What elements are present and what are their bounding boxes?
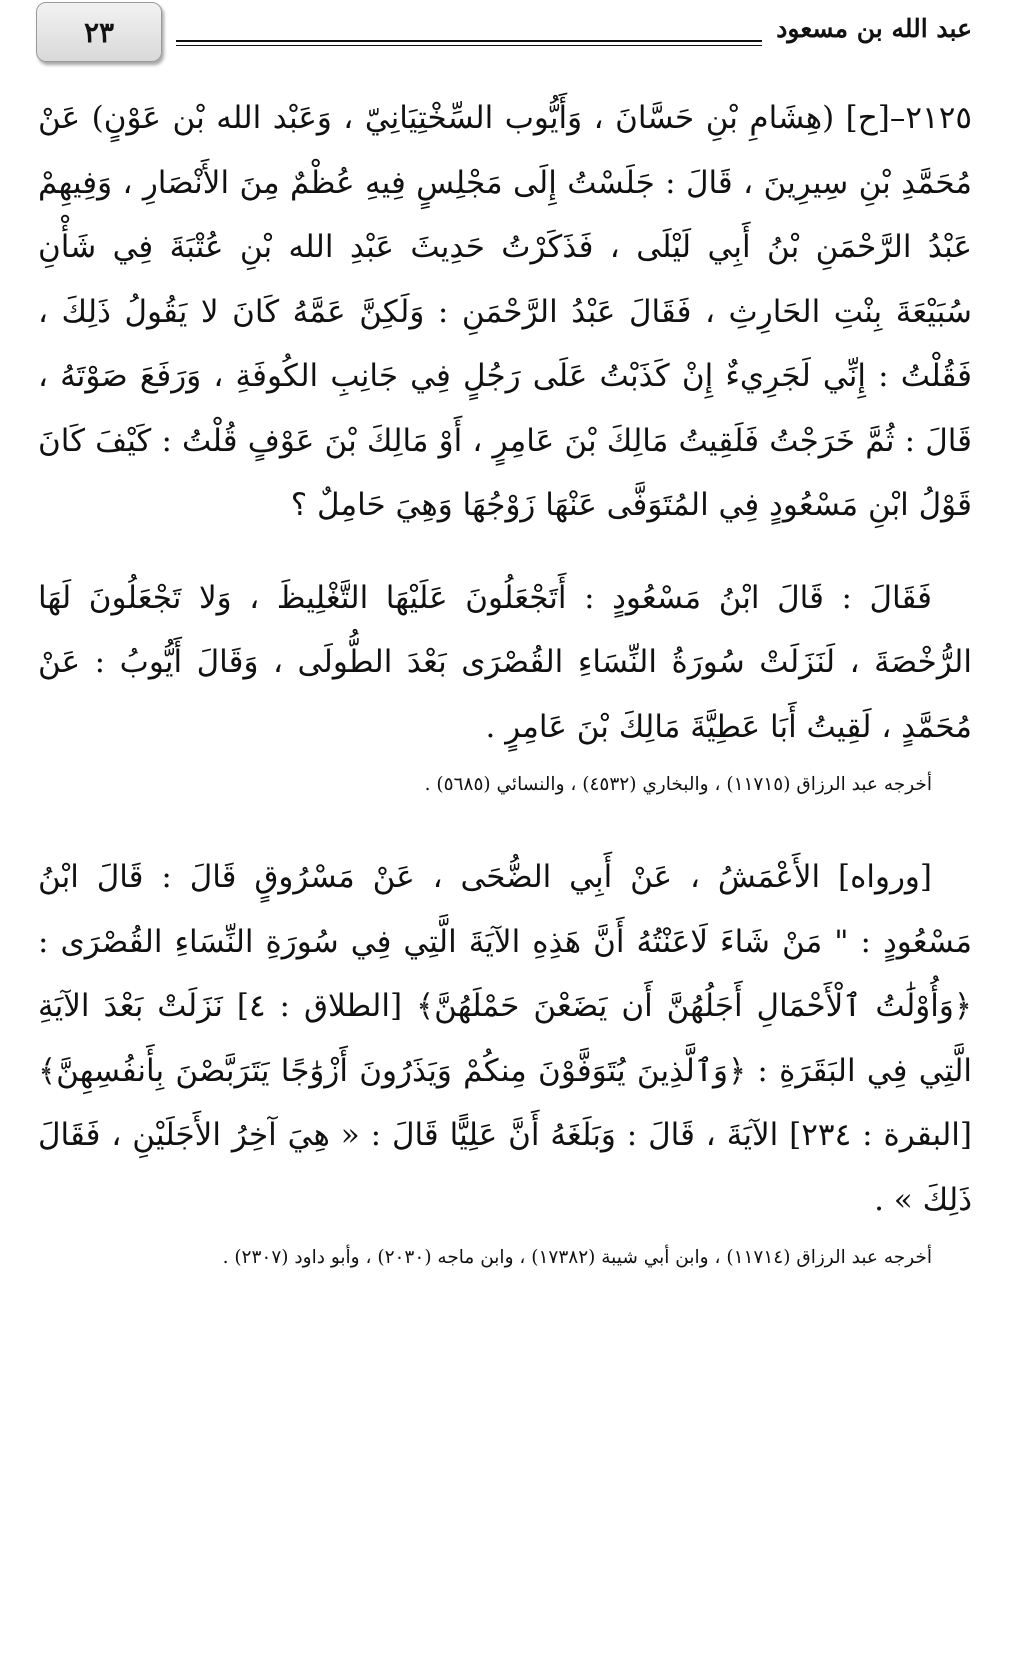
header-rule [176, 40, 762, 46]
hadith-paragraph: ٢١٢٥–[ح] (هِشَامِ بْنِ حَسَّانَ ، وَأَيُّوب السِّخْتِيَانِيّ ، وَعَبْد الله بْن عَوْنٍ) عَنْ مُحَمَّدِ بْنِ سِيرِينَ ، قَالَ : جَلَسْتُ إِلَى مَجْلِسٍ فِيهِ عُظْمٌ مِنَ الأَنْصَارِ ، وَفِيهِمْ عَبْدُ الرَّحْمَنِ بْنُ أَبِي لَيْلَى ، فَذَكَرْتُ حَدِيثَ عَبْدِ الله بْنِ عُتْبَةَ فِي شَأْنِ سُبَيْعَةَ بِنْتِ الحَارِثِ ، فَقَالَ عَبْدُ الرَّحْمَنِ : وَلَكِنَّ عَمَّهُ كَانَ لا يَقُولُ ذَلِكَ ، فَقُلْتُ : إِنِّي لَجَرِيءٌ إِنْ كَذَبْتُ عَلَى رَجُلٍ فِي جَانِبِ الكُوفَةِ ، وَرَفَعَ صَوْتَهُ ، قَالَ : ثُمَّ خَرَجْتُ فَلَقِيتُ مَالِكَ بْنَ عَامِرٍ ، أَوْ مَالِكَ بْنَ عَوْفٍ قُلْتُ : كَيْفَ كَانَ قَوْلُ ابْنِ مَسْعُودٍ فِي المُتَوَفَّى عَنْهَا زَوْجُهَا وَهِيَ حَامِلٌ ؟ [38, 100, 972, 523]
page-number: ٢٣ [83, 15, 115, 49]
page-number-tab [36, 2, 162, 62]
page-header [36, 2, 972, 64]
page-body [38, 86, 972, 1274]
hadith-paragraph: [ورواه] الأَعْمَشُ ، عَنْ أَبِي الضُّحَى ، عَنْ مَسْرُوقٍ قَالَ : قَالَ ابْنُ مَسْعُودٍ : " مَنْ شَاءَ لَاعَنْتُهُ أَنَّ هَذِهِ الآيَةَ الَّتِي فِي سُورَةِ النِّسَاءِ القُصْرَى : ﴿وَأُوْلَٰتُ ٱلْأَحْمَالِ أَجَلُهُنَّ أَن يَضَعْنَ حَمْلَهُنَّ﴾ [الطلاق : ٤] نَزَلَتْ بَعْدَ الآيَةِ الَّتِي فِي البَقَرَةِ : ﴿وَٱلَّذِينَ يُتَوَفَّوْنَ مِنكُمْ وَيَذَرُونَ أَزْوَٰجًا يَتَرَبَّصْنَ بِأَنفُسِهِنَّ﴾ [البقرة : ٢٣٤] الآيَةَ ، قَالَ : وَبَلَغَهُ أَنَّ عَلِيًّا قَالَ : « هِيَ آخِرُ الأَجَلَيْنِ ، فَقَالَ ذَلِكَ » . [38, 859, 973, 1218]
takhrij-note: أخرجه عبد الرزاق (١١٧١٥) ، والبخاري (٤٥٣٢) ، والنسائي (٥٦٨٥) . [424, 774, 932, 795]
running-head: عبد الله بن مسعود [776, 14, 972, 43]
hadith-paragraph: فَقَالَ : قَالَ ابْنُ مَسْعُودٍ : أَتَجْعَلُونَ عَلَيْهَا التَّغْلِيظَ ، وَلا تَجْعَلُونَ لَهَا الرُّخْصَةَ ، لَنَزَلَتْ سُورَةُ النِّسَاءِ القُصْرَى بَعْدَ الطُّولَى ، وَقَالَ أَيُّوبُ : عَنْ مُحَمَّدٍ ، لَقِيتُ أَبَا عَطِيَّةَ مَالِكَ بْنَ عَامِرٍ . [38, 579, 972, 745]
takhrij-note: أخرجه عبد الرزاق (١١٧١٤) ، وابن أبي شيبة (١٧٣٨٢) ، وابن ماجه (٢٠٣٠) ، وأبو داود (٢٣٠٧) . [222, 1247, 932, 1268]
